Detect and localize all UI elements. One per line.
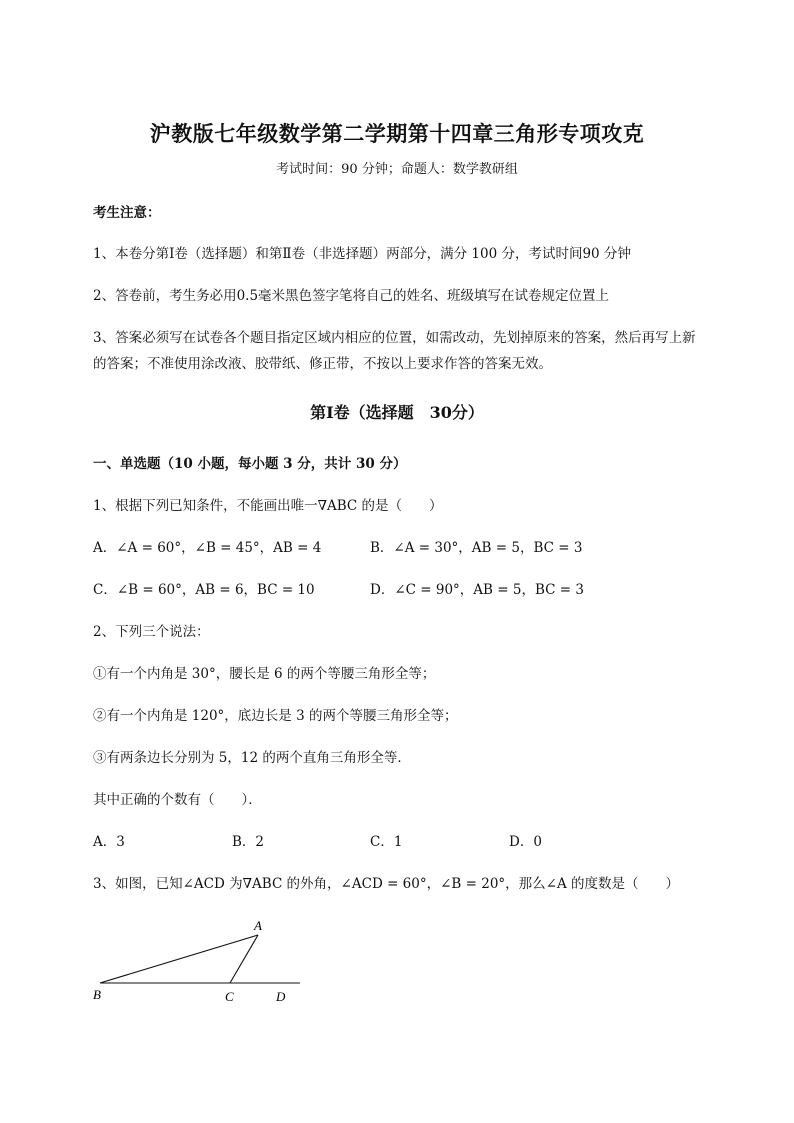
question-1-option-b[interactable]: B．∠A = 30°，AB = 5，BC = 3: [370, 540, 583, 556]
question-3-stem: 3、如图，已知∠ACD 为∇ABC 的外角，∠ACD = 60°，∠B = 20°，那么∠A 的度数是（ ）: [93, 876, 680, 892]
question-2-stem: 2、下列三个说法：: [93, 624, 210, 640]
notice-item-3: 3、答案必须写在试卷各个题目指定区域内相应的位置，如需改动，先划掉原来的答案，然后再写上新: [93, 330, 696, 346]
triangle-figure: [88, 915, 318, 1015]
notice-item-2: 2、答卷前，考生务必用0.5毫米黑色签字笔将自己的姓名、班级填写在试卷规定位置上: [93, 288, 610, 304]
notice-heading: 考生注意：: [93, 205, 161, 221]
section-title: 第Ⅰ卷（选择题 30分）: [310, 403, 484, 422]
label-b: B: [93, 987, 101, 1002]
label-c: C: [225, 989, 234, 1004]
question-2-statement-2: ②有一个内角是 120°，底边长是 3 的两个等腰三角形全等；: [93, 708, 458, 724]
page-title: 沪教版七年级数学第二学期第十四章三角形专项攻克: [149, 121, 645, 146]
label-a: A: [254, 918, 262, 933]
question-2-option-d[interactable]: D．0: [509, 834, 542, 850]
question-1-option-a[interactable]: A．∠A = 60°，∠B = 45°，AB = 4: [93, 540, 322, 556]
question-2-option-c[interactable]: C．1: [370, 834, 403, 850]
label-d: D: [276, 989, 286, 1004]
question-2-statement-3: ③有两条边长分别为 5，12 的两个直角三角形全等．: [93, 750, 411, 766]
exam-info: 考试时间：90 分钟；命题人：数学教研组: [276, 162, 518, 177]
question-2-option-b[interactable]: B．2: [232, 834, 265, 850]
question-2-statement-1: ①有一个内角是 30°，腰长是 6 的两个等腰三角形全等；: [93, 666, 436, 682]
question-1-option-c[interactable]: C．∠B = 60°，AB = 6，BC = 10: [93, 582, 315, 598]
notice-item-1: 1、本卷分第Ⅰ卷（选择题）和第Ⅱ卷（非选择题）两部分，满分 100 分，考试时间90 分钟: [93, 246, 631, 262]
question-1-option-d[interactable]: D．∠C = 90°，AB = 5，BC = 3: [370, 582, 584, 598]
question-2-prompt: 其中正确的个数有（ ）．: [93, 792, 262, 808]
question-2-option-a[interactable]: A．3: [93, 834, 125, 850]
question-1-stem: 1、根据下列已知条件，不能画出唯一∇ABC 的是（ ）: [93, 498, 443, 514]
notice-item-3-cont: 的答案；不准使用涂改液、胶带纸、修正带，不按以上要求作答的答案无效。: [93, 356, 552, 372]
part-heading: 一、单选题（10 小题，每小题 3 分，共计 30 分）: [93, 456, 407, 472]
